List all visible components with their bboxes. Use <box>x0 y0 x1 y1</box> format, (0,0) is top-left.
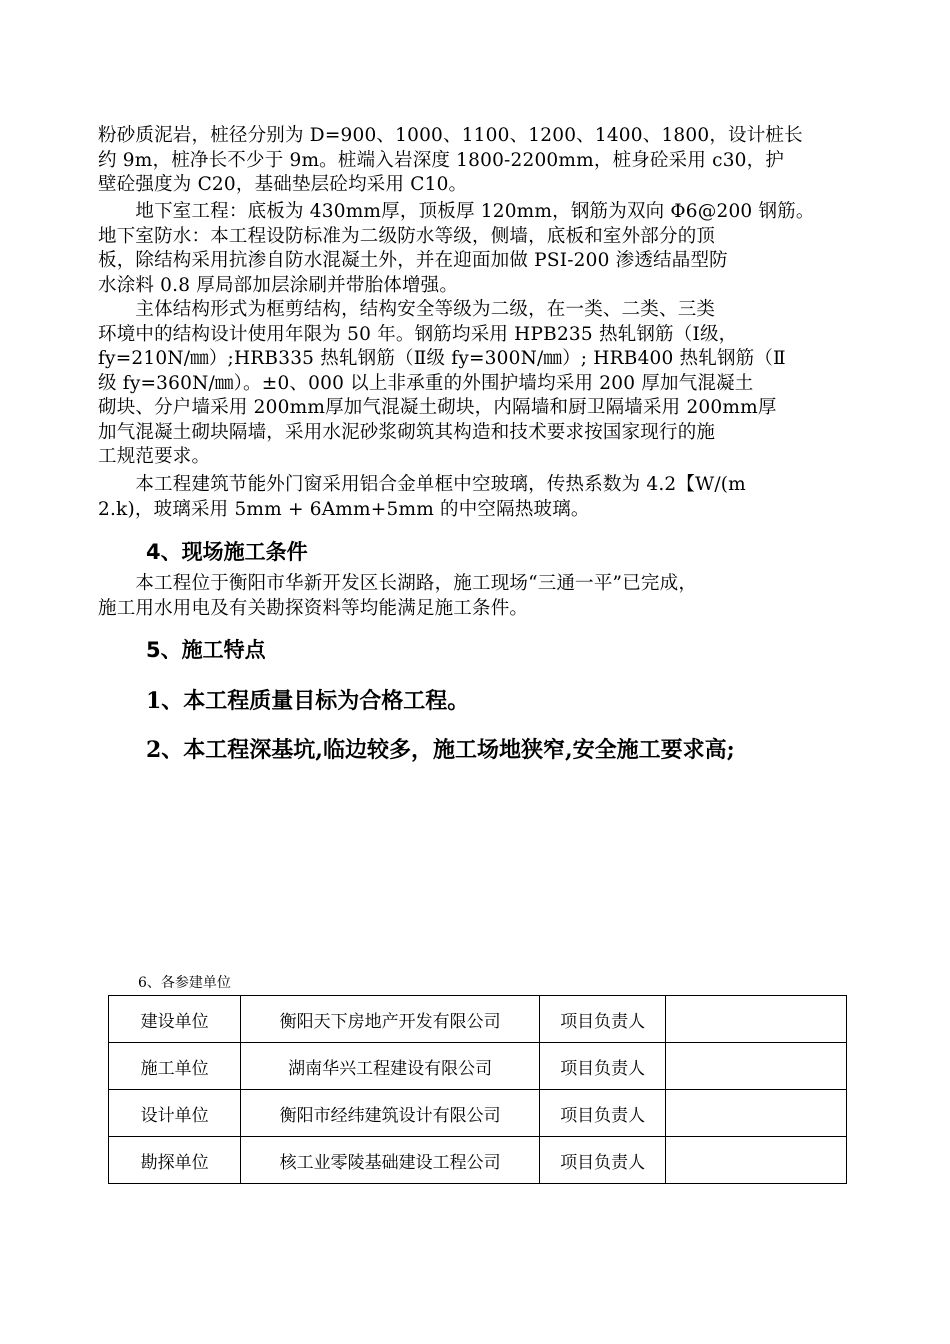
participating-units-table <box>108 995 847 1184</box>
unit-company: 衡阳市经纬建筑设计有限公司 <box>241 1090 540 1137</box>
table-row <box>109 1090 847 1137</box>
table-row <box>109 1043 847 1090</box>
unit-contact-label: 项目负责人 <box>540 1043 666 1090</box>
unit-contact-label: 项目负责人 <box>540 996 666 1043</box>
unit-role: 勘探单位 <box>109 1137 241 1184</box>
text-line: 砌块、分户墙采用 200mm厚加气混凝土砌块，内隔墙和厨卫隔墙采用 200mm厚 <box>98 397 777 418</box>
basement-paragraph <box>98 200 858 298</box>
text-line: 地下室防水：本工程设防标准为二级防水等级，侧墙，底板和室外部分的顶 <box>98 225 716 247</box>
table-row <box>109 1137 847 1184</box>
units-caption: 6、各参建单位 <box>138 975 231 991</box>
text-line: 粉砂质泥岩，桩径分别为 D=900、1000、1100、1200、1400、1800，设计桩长 <box>98 125 803 146</box>
site-conditions-paragraph <box>98 572 858 621</box>
unit-contact-cell <box>666 996 847 1043</box>
text-line: 地下室工程：底板为 430mm厚，顶板厚 120mm，钢筋为双向 Φ6@200 钢筋。 <box>98 201 815 222</box>
unit-role: 建设单位 <box>109 996 241 1043</box>
text-line: 本工程位于衡阳市华新开发区长湖路，施工现场“三通一平”已完成， <box>98 573 698 594</box>
unit-role: 设计单位 <box>109 1090 241 1137</box>
table-row <box>109 996 847 1043</box>
section-heading-site-conditions: 4、现场施工条件 <box>146 540 308 564</box>
section-heading-features: 5、施工特点 <box>146 638 266 662</box>
text-line: 板，除结构采用抗渗自防水混凝土外，并在迎面加做 PSI-200 渗透结晶型防 <box>98 250 728 271</box>
pile-description-paragraph <box>98 124 858 198</box>
text-line: fy=210N/㎜）;HRB335 热轧钢筋（Ⅱ级 fy=300N/㎜）; HRB400 热轧钢筋（Ⅱ <box>98 348 786 369</box>
text-line: 施工用水用电及有关勘探资料等均能满足施工条件。 <box>98 597 529 619</box>
unit-company: 衡阳天下房地产开发有限公司 <box>241 996 540 1043</box>
text-line: 工规范要求。 <box>98 446 211 467</box>
unit-contact-cell <box>666 1043 847 1090</box>
text-line: 加气混凝土砌块隔墙，采用水泥砂浆砌筑其构造和技术要求按国家现行的施 <box>98 421 716 443</box>
unit-contact-label: 项目负责人 <box>540 1137 666 1184</box>
text-line: 环境中的结构设计使用年限为 50 年。钢筋均采用 HPB235 热轧钢筋（Ⅰ级， <box>98 323 738 345</box>
text-line: 壁砼强度为 C20，基础垫层砼均采用 C10。 <box>98 174 468 195</box>
unit-contact-cell <box>666 1090 847 1137</box>
unit-company: 湖南华兴工程建设有限公司 <box>241 1043 540 1090</box>
unit-contact-cell <box>666 1137 847 1184</box>
energy-saving-paragraph <box>98 473 858 522</box>
text-line: 约 9m，桩净长不少于 9m。桩端入岩深度 1800-2200mm，桩身砼采用 c30，护 <box>98 149 785 171</box>
text-line: 2.k)，玻璃采用 5mm + 6Amm+5mm 的中空隔热玻璃。 <box>98 498 590 520</box>
structure-paragraph <box>98 298 858 470</box>
text-line: 级 fy=360N/㎜）。±0、000 以上非承重的外围护墙均采用 200 厚加气混凝土 <box>98 372 754 394</box>
text-line: 本工程建筑节能外门窗采用铝合金单框中空玻璃，传热系数为 4.2【W/(m <box>98 474 746 495</box>
feature-item-1: 1、本工程质量目标为合格工程。 <box>146 688 470 714</box>
text-line: 水涂料 0.8 厚局部加层涂刷并带胎体增强。 <box>98 274 459 296</box>
unit-company: 核工业零陵基础建设工程公司 <box>241 1137 540 1184</box>
text-line: 主体结构形式为框剪结构，结构安全等级为二级，在一类、二类、三类 <box>98 299 716 320</box>
unit-contact-label: 项目负责人 <box>540 1090 666 1137</box>
unit-role: 施工单位 <box>109 1043 241 1090</box>
feature-item-2: 2、本工程深基坑,临边较多，施工场地狭窄,安全施工要求高; <box>146 737 735 763</box>
